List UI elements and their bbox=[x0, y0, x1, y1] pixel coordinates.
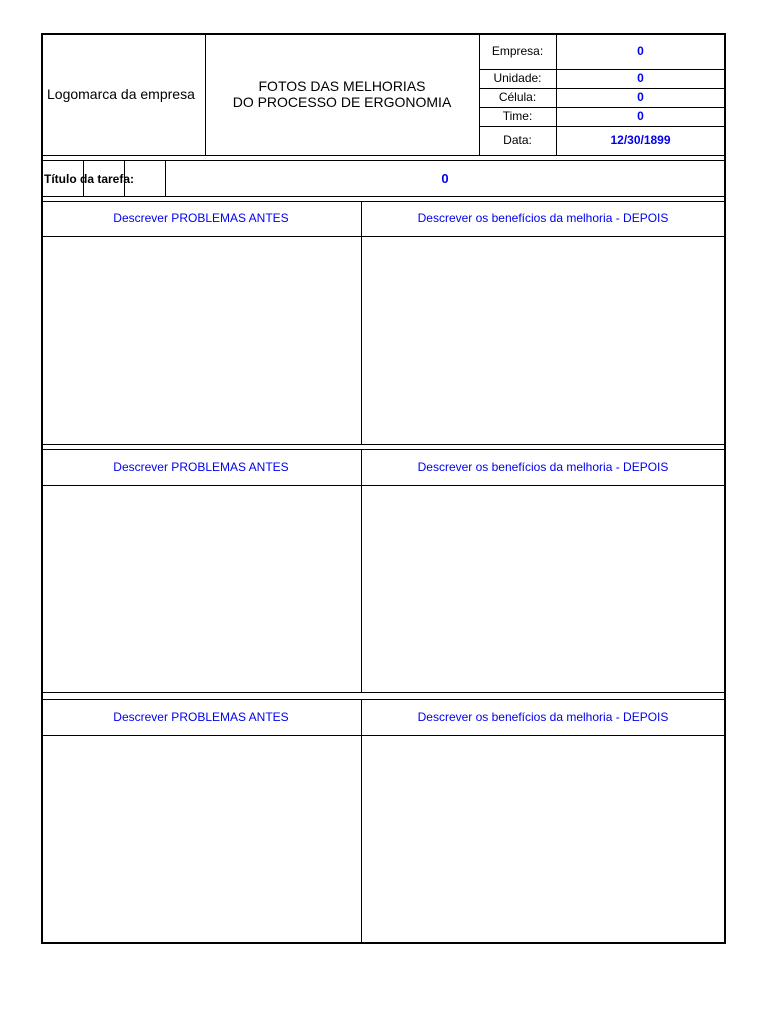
after-photo-area[interactable] bbox=[363, 237, 724, 443]
form-title-line2: DO PROCESSO DE ERGONOMIA bbox=[232, 94, 452, 110]
after-label: Descrever os benefícios da melhoria - DEPOIS bbox=[417, 710, 669, 724]
task-title-label: Título da tarefa: bbox=[44, 172, 135, 186]
section-separator bbox=[41, 155, 726, 156]
field-row-line bbox=[479, 126, 725, 127]
section-separator bbox=[41, 449, 726, 450]
field-value-time[interactable]: 0 bbox=[637, 109, 644, 123]
field-label-data: Data: bbox=[503, 133, 532, 147]
before-label: Descrever PROBLEMAS ANTES bbox=[113, 710, 289, 724]
after-photo-area[interactable] bbox=[363, 736, 724, 942]
section-separator bbox=[41, 692, 726, 693]
before-photo-area[interactable] bbox=[43, 486, 360, 691]
form-title-line1: FOTOS DAS MELHORIAS bbox=[258, 78, 426, 94]
field-label-celula: Célula: bbox=[498, 90, 537, 104]
section-separator bbox=[41, 444, 726, 445]
field-label-empresa: Empresa: bbox=[491, 44, 544, 58]
after-label: Descrever os benefícios da melhoria - DEPOIS bbox=[417, 460, 669, 474]
task-title-value[interactable]: 0 bbox=[441, 171, 449, 186]
before-label: Descrever PROBLEMAS ANTES bbox=[113, 460, 289, 474]
field-value-celula[interactable]: 0 bbox=[637, 90, 644, 104]
field-label-time: Time: bbox=[502, 109, 533, 123]
after-label: Descrever os benefícios da melhoria - DEPOIS bbox=[417, 211, 669, 225]
logo-placeholder: Logomarca da empresa bbox=[47, 86, 195, 102]
field-value-empresa[interactable]: 0 bbox=[637, 44, 644, 58]
before-label: Descrever PROBLEMAS ANTES bbox=[113, 211, 289, 225]
section-divider bbox=[361, 201, 362, 444]
field-row-line bbox=[479, 88, 725, 89]
field-value-unidade[interactable]: 0 bbox=[637, 71, 644, 85]
field-value-data[interactable]: 12/30/1899 bbox=[610, 133, 671, 147]
section-separator bbox=[41, 160, 726, 161]
field-label-unidade: Unidade: bbox=[493, 71, 542, 85]
section-separator bbox=[41, 196, 726, 197]
after-photo-area[interactable] bbox=[363, 486, 724, 691]
section-separator bbox=[41, 699, 726, 700]
before-photo-area[interactable] bbox=[43, 736, 360, 942]
section-separator bbox=[41, 201, 726, 202]
field-row-line bbox=[479, 107, 725, 108]
before-photo-area[interactable] bbox=[43, 237, 360, 443]
field-row-line bbox=[479, 69, 725, 70]
